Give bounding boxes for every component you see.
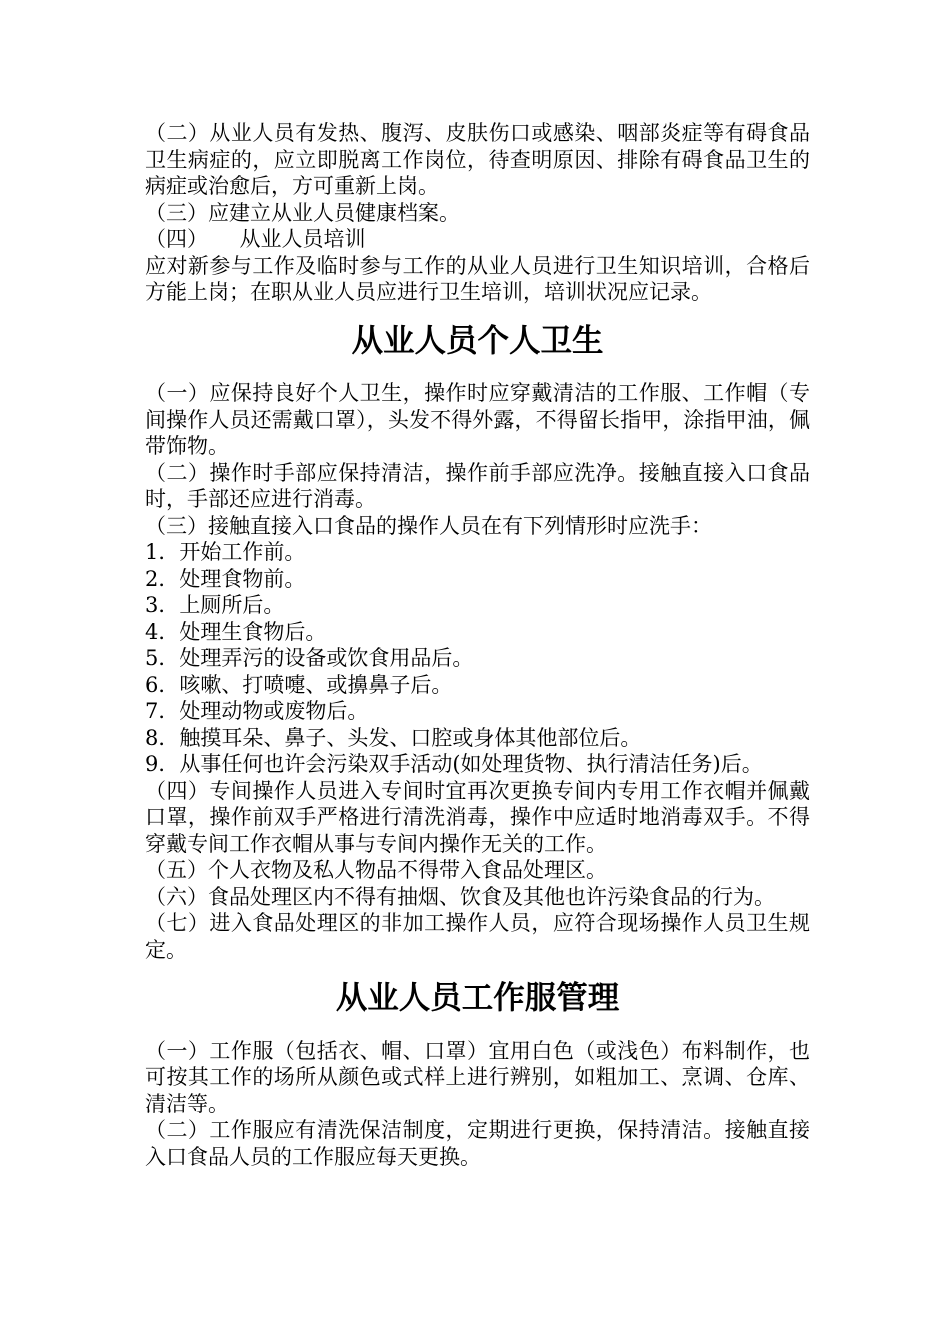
paragraph-health-records: （三）应建立从业人员健康档案。 [145, 200, 460, 225]
list-item-handwash-3: 3．上厕所后。 [145, 593, 285, 617]
paragraph-training-body: 应对新参与工作及临时参与工作的从业人员进行卫生知识培训，合格后方能上岗；在职从业人员应进行卫生培训，培训状况应记录。 [145, 253, 810, 304]
paragraph-hygiene-7: （七）进入食品处理区的非加工操作人员，应符合现场操作人员卫生规定。 [145, 911, 810, 962]
paragraph-sick-staff: （二）从业人员有发热、腹泻、皮肤伤口或感染、咽部炎症等有碍食品卫生病症的，应立即脱离工作岗位，待查明原因、排除有碍食品卫生的病症或治愈后，方可重新上岗。 [145, 121, 810, 198]
heading-uniform-management: 从业人员工作服管理 [335, 979, 620, 1016]
paragraph-hygiene-5: （五）个人衣物及私人物品不得带入食品处理区。 [145, 858, 607, 882]
document-body [145, 120, 810, 1170]
paragraph-uniform-2: （二）工作服应有清洗保洁制度，定期进行更换，保持清洁。接触直接入口食品人员的工作服应每天更换。 [145, 1118, 810, 1169]
list-item-handwash-4: 4．处理生食物后。 [145, 619, 327, 644]
list-item-handwash-7: 7．处理动物或废物后。 [145, 699, 369, 723]
paragraph-uniform-1: （一）工作服（包括衣、帽、口罩）宜用白色（或浅色）布料制作，也可按其工作的场所从颜色或式样上进行辨别，如粗加工、烹调、仓库、清洁等。 [145, 1038, 810, 1116]
paragraph-training-title: （四） 从业人员培训 [145, 227, 366, 251]
list-item-handwash-5: 5．处理弄污的设备或饮食用品后。 [145, 646, 474, 670]
paragraph-hygiene-4: （四）专间操作人员进入专间时宜再次更换专间内专用工作衣帽并佩戴口罩，操作前双手严格进行清洗消毒，操作中应适时地消毒双手。不得穿戴专间工作衣帽从事与专间内操作无关的工作。 [145, 778, 810, 856]
list-item-handwash-8: 8．触摸耳朵、鼻子、头发、口腔或身体其他部位后。 [145, 725, 642, 750]
list-item-handwash-9: 9．从事任何也许会污染双手活动(如处理货物、执行清洁任务)后。 [145, 752, 763, 776]
paragraph-hygiene-1: （一）应保持良好个人卫生，操作时应穿戴清洁的工作服、工作帽（专间操作人员还需戴口罩），头发不得外露，不得留长指甲，涂指甲油，佩带饰物。 [145, 381, 810, 458]
list-item-handwash-6: 6．咳嗽、打喷嚏、或擤鼻子后。 [145, 672, 453, 697]
paragraph-hygiene-6: （六）食品处理区内不得有抽烟、饮食及其他也许污染食品的行为。 [145, 884, 775, 909]
list-item-handwash-2: 2．处理食物前。 [145, 566, 306, 591]
heading-personal-hygiene: 从业人员个人卫生 [351, 321, 604, 359]
paragraph-hygiene-2: （二）操作时手部应保持清洁，操作前手部应洗净。接触直接入口食品时，手部还应进行消毒。 [145, 460, 810, 511]
paragraph-hygiene-3: （三）接触直接入口食品的操作人员在有下列情形时应洗手： [145, 513, 712, 538]
list-item-handwash-1: 1．开始工作前。 [145, 540, 306, 564]
